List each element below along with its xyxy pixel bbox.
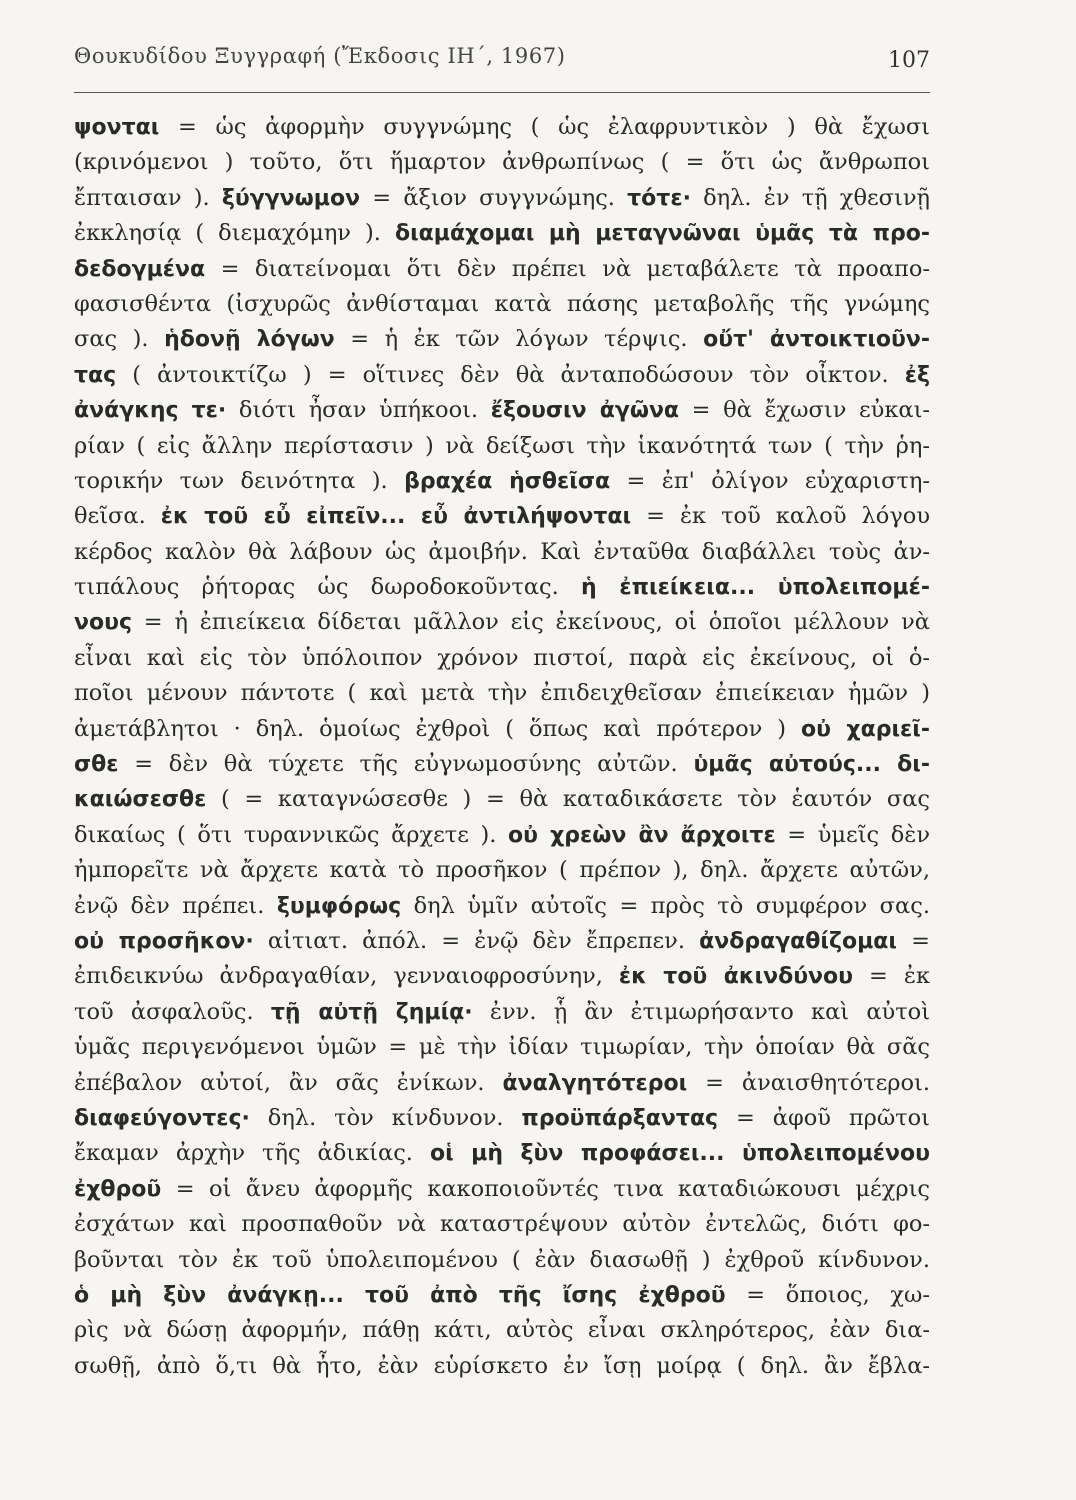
gloss-text: δηλ ὑμῖν αὐτοῖς = πρὸς τὸ συμφέρον σας.: [401, 892, 930, 919]
lemma-term: τῇ αὐτῇ ζημίᾳ·: [270, 999, 473, 1025]
text-line: [74, 1243, 930, 1278]
lemma-term: ἀνδραγαθίζομαι: [699, 928, 897, 954]
gloss-text: = θὰ ἔχωσιν εὐκαι-: [679, 397, 930, 424]
gloss-text: θεῖσα.: [74, 503, 161, 530]
gloss-text: τιπάλους ῥήτορας ὡς δωροδοκοῦντας.: [74, 574, 581, 601]
lemma-term: καιώσεσθε: [74, 787, 207, 813]
text-line: [74, 1172, 930, 1207]
page-number: 107: [888, 48, 930, 73]
lemma-term: βραχέα ἡσθεῖσα: [404, 468, 611, 494]
gloss-text: = δὲν θὰ τύχετε τῆς εὐγνωμοσύνης αὐτῶν.: [118, 751, 694, 778]
text-line: [74, 853, 930, 888]
text-line: [74, 216, 930, 251]
gloss-text: ( ἀντοικτίζω ) = οἵτινες δὲν θὰ ἀνταποδώσουν τὸν οἶκτον.: [116, 361, 905, 388]
text-line: [74, 924, 930, 959]
text-line: [74, 464, 930, 499]
gloss-text: εἶναι καὶ εἰς τὸν ὑπόλοιπον χρόνον πιστοί, παρὰ εἰς ἐκείνους, οἱ ὁ-: [74, 644, 930, 671]
gloss-text: ἀμετάβλητοι · δηλ. ὁμοίως ἐχθροὶ ( ὅπως καὶ πρότερον ): [74, 715, 801, 742]
text-line: [74, 605, 930, 640]
gloss-text: ἐνῷ δὲν πρέπει.: [74, 892, 277, 919]
lemma-term: οὐ προσῆκον·: [74, 928, 254, 954]
gloss-text: = ὡς ἀφορμὴν συγγνώμης ( ὡς ἐλαφρυντικὸν ) θὰ ἔχωσι: [159, 114, 930, 140]
text-line: [74, 252, 930, 287]
gloss-text: ἐπέβαλον αὐτοί, ἂν σᾶς ἐνίκων.: [74, 1069, 503, 1096]
gloss-text: ὑμᾶς περιγενόμενοι ὑμῶν = μὲ τὴν ἰδίαν τιμωρίαν, τὴν ὁποίαν θὰ σᾶς: [74, 1034, 930, 1061]
lemma-term: ξύγγνωμον: [221, 185, 361, 211]
gloss-text: τοῦ ἀσφαλοῦς.: [74, 998, 271, 1025]
gloss-text: = ἀφοῦ πρῶτοι: [718, 1104, 930, 1131]
gloss-text: σωθῇ, ἀπὸ ὅ,τι θὰ ἦτο, ἐὰν εὑρίσκετο ἐν ἴσῃ μοίρᾳ ( δηλ. ἂν ἔβλα-: [74, 1352, 930, 1379]
lemma-term: οἱ μὴ ξὺν προφάσει... ὑπολειπομένου: [429, 1141, 930, 1167]
text-line: [74, 322, 930, 357]
lemma-term: ἐκ τοῦ ἀκινδύνου: [618, 964, 854, 990]
text-line: [74, 110, 930, 145]
text-line: [74, 535, 930, 570]
lemma-term: νους: [74, 610, 132, 636]
text-line: [74, 1101, 930, 1136]
lemma-term: ἡδονῇ λόγων: [164, 327, 335, 353]
gloss-text: ἔκαμαν ἀρχὴν τῆς ἀδικίας.: [74, 1140, 430, 1167]
lemma-term: ὁ μὴ ξὺν ἀνάγκῃ... τοῦ ἀπὸ τῆς ἴσης ἐχθροῦ: [74, 1282, 726, 1308]
gloss-text: = οἱ ἄνευ ἀφορμῆς κακοποιοῦντές τινα καταδιώκουσι μέχρις: [161, 1175, 930, 1202]
gloss-text: (κρινόμενοι ) τοῦτο, ὅτι ἥμαρτον ἀνθρωπίνως ( = ὅτι ὡς ἄνθρωποι: [74, 149, 930, 176]
lemma-term: οὐ χαριεῖ-: [801, 716, 930, 742]
header-rule: [74, 92, 930, 93]
text-line: [74, 782, 930, 817]
text-line: [74, 641, 930, 676]
lemma-term: ἀναλγητότεροι: [502, 1070, 688, 1096]
text-line: [74, 818, 930, 853]
lemma-term: ἀνάγκης τε·: [74, 398, 227, 424]
gloss-text: σας ).: [74, 326, 165, 353]
gloss-text: βοῦνται τὸν ἐκ τοῦ ὑπολειπομένου ( ἐὰν διασωθῇ ) ἐχθροῦ κίνδυνον.: [74, 1246, 930, 1273]
gloss-text: ( = καταγνώσεσθε ) = θὰ καταδικάσετε τὸν ἑαυτόν σας: [206, 786, 930, 813]
page-header: [74, 40, 930, 88]
lemma-term: διαμάχομαι μὴ μεταγνῶναι ὑμᾶς τὰ προ-: [395, 221, 930, 247]
text-line: [74, 712, 930, 747]
text-line: [74, 181, 930, 216]
lemma-term: ξυμφόρως: [276, 893, 402, 919]
text-line: [74, 995, 930, 1030]
commentary-text: [74, 110, 930, 1384]
gloss-text: = διατείνομαι ὅτι δὲν πρέπει νὰ μεταβάλετε τὰ προαπο-: [205, 255, 930, 282]
gloss-text: ἐπιδεικνύω ἀνδραγαθίαν, γενναιοφροσύνην,: [74, 963, 619, 990]
text-line: [74, 287, 930, 322]
gloss-text: ἐσχάτων καὶ προσπαθοῦν νὰ καταστρέψουν αὐτὸν ἐντελῶς, διότι φο-: [74, 1211, 930, 1238]
gloss-text: κέρδος καλὸν θὰ λάβουν ὡς ἀμοιβήν. Καὶ ἐνταῦθα διαβάλλει τοὺς ἀν-: [74, 538, 930, 565]
text-line: [74, 358, 930, 393]
gloss-text: = ὅποιος, χω-: [725, 1281, 930, 1308]
lemma-term: σθε: [74, 752, 119, 778]
text-line: [74, 499, 930, 534]
lemma-term: προϋπάρξαντας: [521, 1105, 719, 1131]
gloss-text: = ἄξιον συγγνώμης.: [360, 184, 628, 211]
gloss-text: ἐκκλησίᾳ ( διεμαχόμην ).: [74, 220, 395, 247]
text-line: [74, 145, 930, 180]
gloss-text: ἔπταισαν ).: [74, 184, 222, 211]
gloss-text: δηλ. ἐν τῇ χθεσινῇ: [690, 184, 930, 211]
text-line: [74, 1207, 930, 1242]
text-line: [74, 1066, 930, 1101]
gloss-text: ἐνν. ᾗ ἂν ἐτιμωρήσαντο καὶ αὐτοὶ: [472, 998, 931, 1025]
lemma-term: ψονται: [74, 115, 160, 140]
lemma-term: οὐ χρεὼν ἂν ἄρχοιτε: [508, 822, 776, 848]
gloss-text: αἰτιατ. ἀπόλ. = ἐνῷ δὲν ἔπρεπεν.: [253, 927, 700, 954]
lemma-term: δεδογμένα: [74, 256, 206, 282]
lemma-term: ἐξ: [904, 362, 930, 388]
lemma-term: ἔξουσιν ἀγῶνα: [490, 398, 680, 424]
text-line: [74, 1349, 930, 1384]
gloss-text: ἠμπορεῖτε νὰ ἄρχετε κατὰ τὸ προσῆκον ( πρέπον ), δηλ. ἄρχετε αὐτῶν,: [74, 857, 930, 884]
gloss-text: φασισθέντα (ἰσχυρῶς ἀνθίσταμαι κατὰ πάσης μεταβολῆς τῆς γνώμης: [74, 290, 930, 317]
text-line: [74, 393, 930, 428]
gloss-text: τορικήν των δεινότητα ).: [74, 467, 405, 494]
gloss-text: = ἐπ' ὀλίγον εὐχαριστη-: [610, 467, 931, 494]
text-line: [74, 1030, 930, 1065]
text-line: [74, 570, 930, 605]
gloss-text: = ἡ ἐπιείκεια δίδεται μᾶλλον εἰς ἐκείνους, οἱ ὁποῖοι μέλλουν νὰ: [132, 609, 930, 636]
gloss-text: = ὑμεῖς δὲν: [775, 821, 930, 848]
gloss-text: δικαίως ( ὅτι τυραννικῶς ἄρχετε ).: [74, 821, 509, 848]
text-line: [74, 676, 930, 711]
lemma-term: διαφεύγοντες·: [74, 1105, 250, 1131]
gloss-text: ρὶς νὰ δώσῃ ἀφορμήν, πάθῃ κάτι, αὐτὸς εἶναι σκληρότερος, ἐὰν δια-: [74, 1317, 930, 1344]
gloss-text: =: [896, 927, 930, 954]
gloss-text: διότι ἦσαν ὑπήκοοι.: [226, 397, 491, 424]
lemma-term: τότε·: [627, 185, 691, 211]
lemma-term: ἡ ἐπιείκεια... ὑπολειπομέ-: [581, 575, 930, 601]
lemma-term: οὔτ' ἀντοικτιοῦν-: [703, 327, 931, 353]
text-line: [74, 747, 930, 782]
lemma-term: ἐχθροῦ: [74, 1176, 162, 1202]
gloss-text: = ἡ ἐκ τῶν λόγων τέρψις.: [334, 326, 704, 353]
text-line: [74, 1136, 930, 1171]
gloss-text: ποῖοι μένουν πάντοτε ( καὶ μετὰ τὴν ἐπιδειχθεῖσαν ἐπιείκειαν ἡμῶν ): [74, 680, 930, 707]
text-line: [74, 1278, 930, 1313]
lemma-term: ὑμᾶς αὐτούς... δι-: [693, 752, 930, 778]
gloss-text: = ἀναισθητότεροι.: [687, 1069, 930, 1096]
text-line: [74, 959, 930, 994]
gloss-text: δηλ. τὸν κίνδυνον.: [249, 1104, 522, 1131]
gloss-text: ρίαν ( εἰς ἄλλην περίστασιν ) νὰ δείξωσι τὴν ἱκανότητά των ( τὴν ῥη-: [74, 432, 930, 459]
text-line: [74, 1313, 930, 1348]
text-line: [74, 889, 930, 924]
lemma-term: ἐκ τοῦ εὖ εἰπεῖν... εὖ ἀντιλήψονται: [160, 504, 632, 530]
gloss-text: = ἐκ τοῦ καλοῦ λόγου: [631, 503, 931, 530]
lemma-term: τας: [74, 362, 117, 388]
text-line: [74, 429, 930, 464]
gloss-text: = ἐκ: [853, 963, 931, 990]
running-title: Θουκυδίδου Ξυγγραφή (Ἔκδοσις ΙΗ΄, 1967): [74, 44, 566, 68]
